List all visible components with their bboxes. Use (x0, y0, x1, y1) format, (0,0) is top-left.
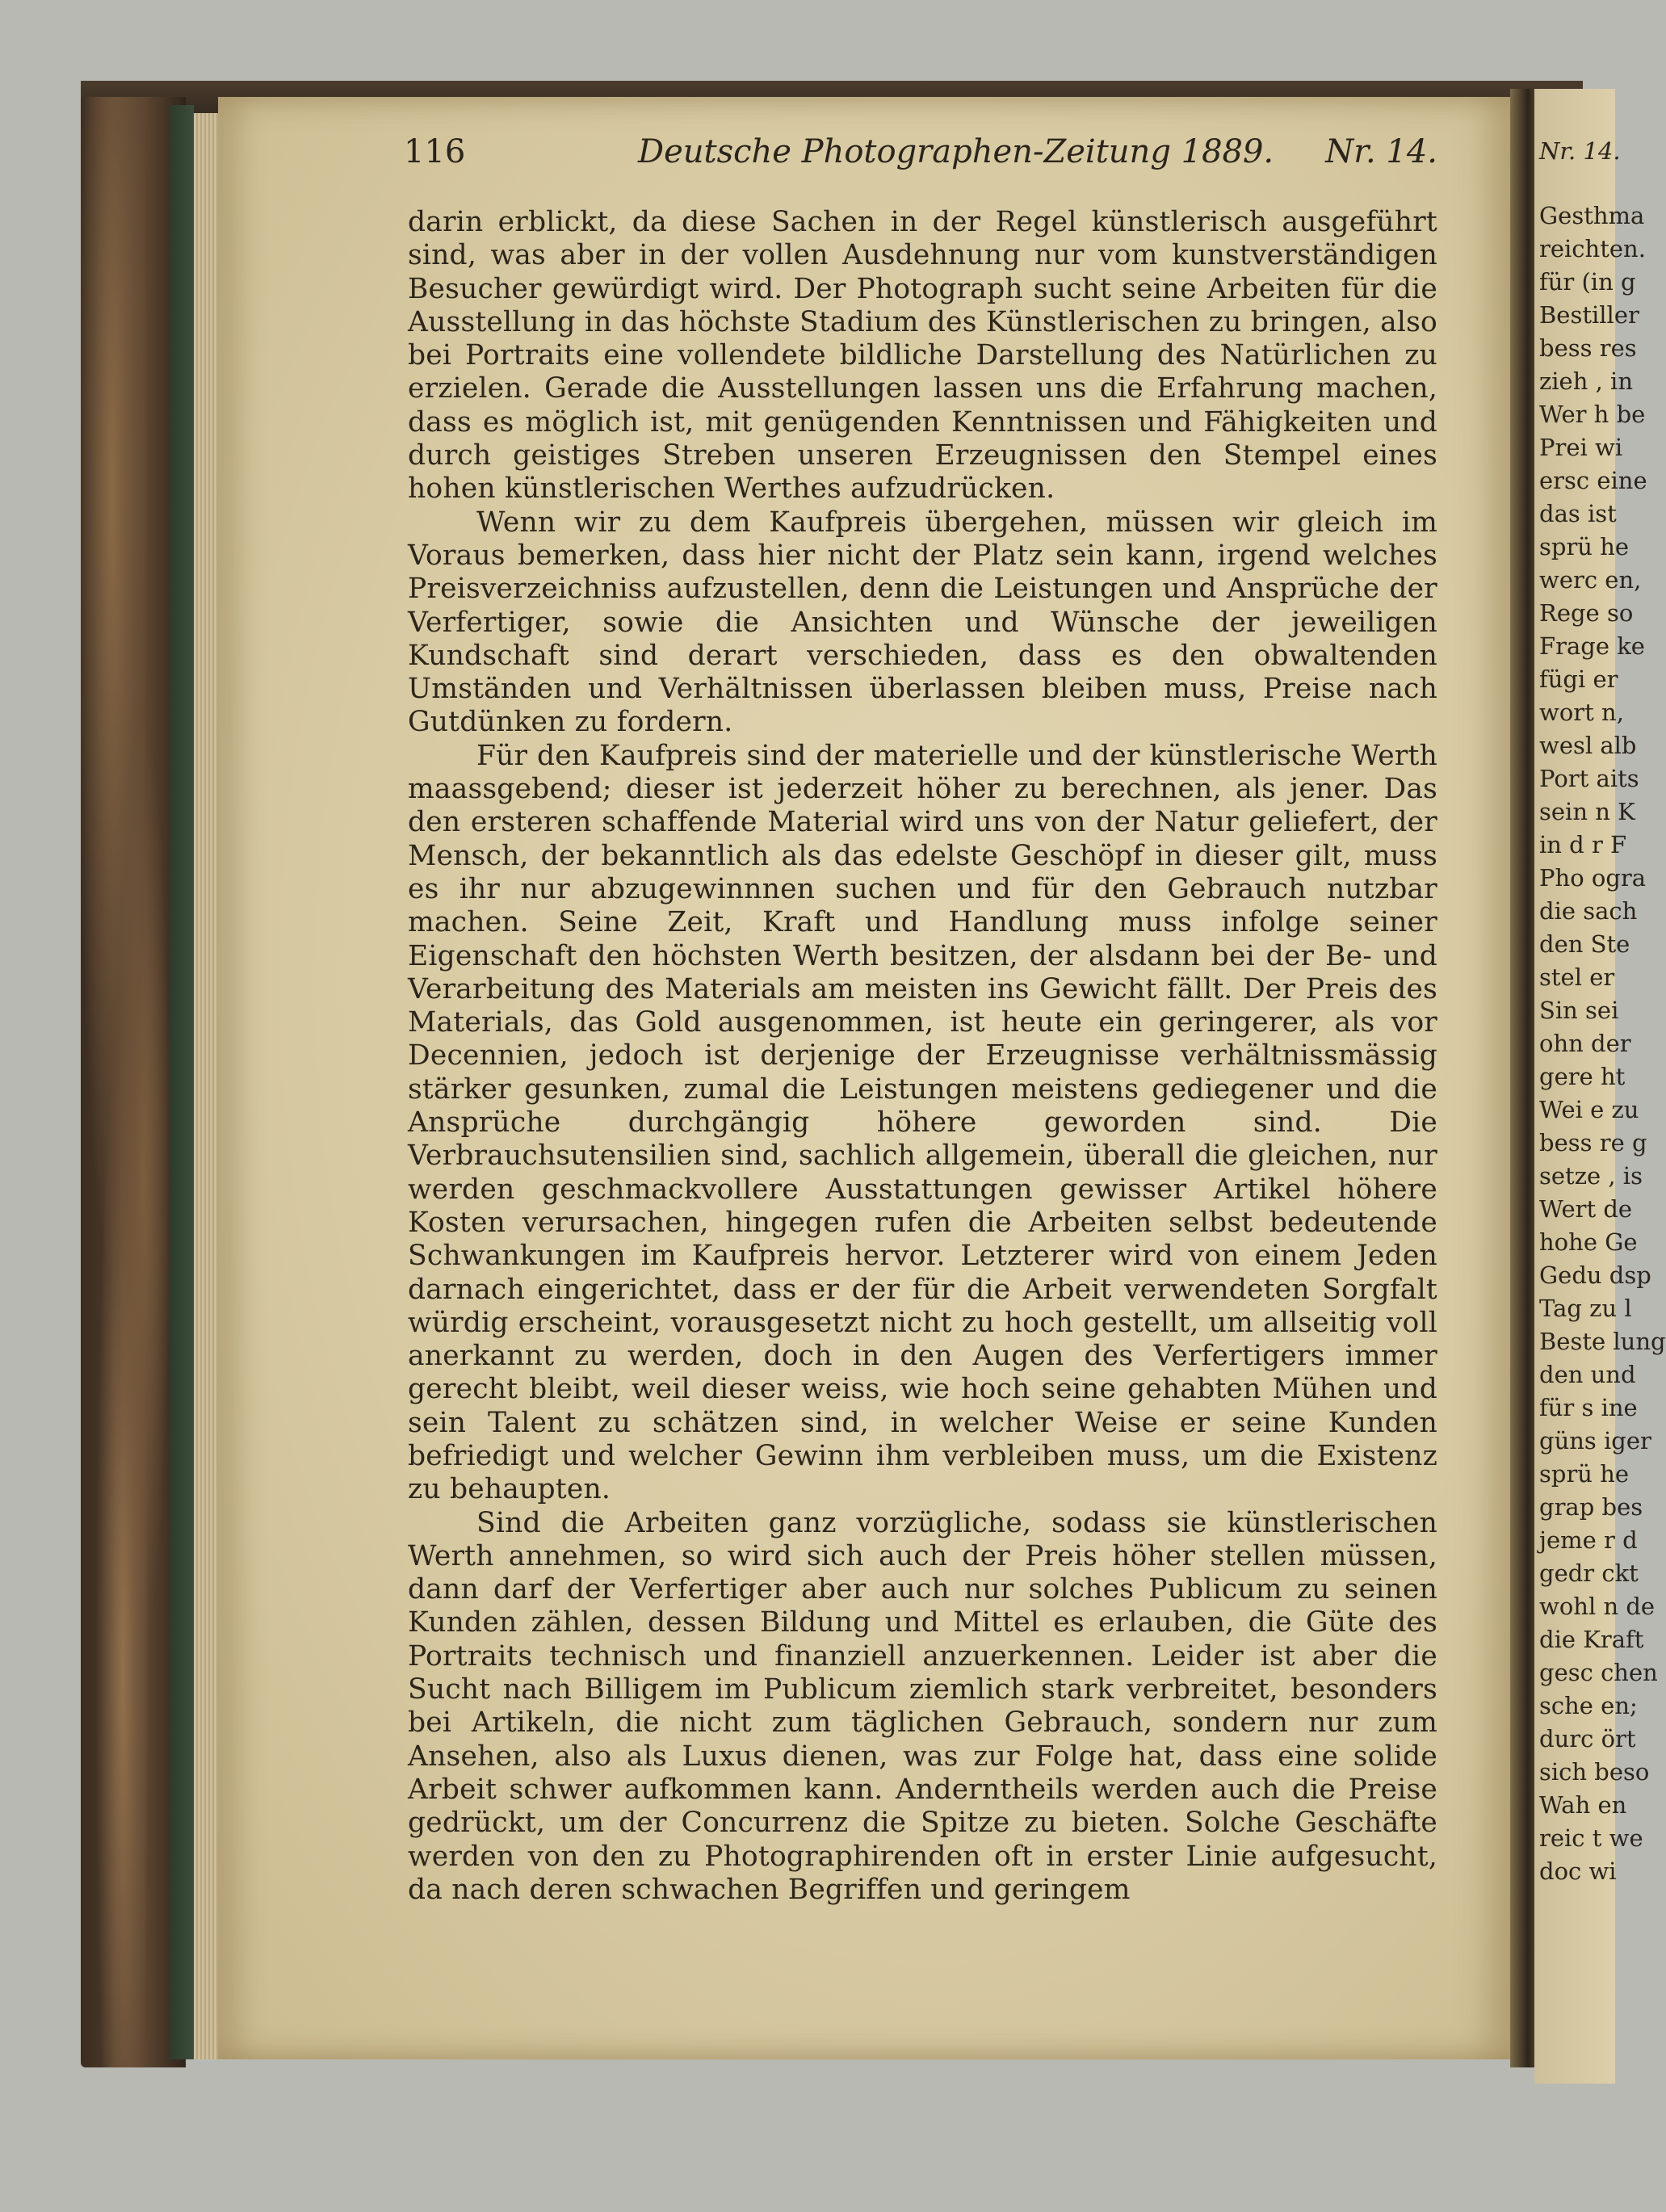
facing-page-fragment: bess res (1539, 334, 1637, 362)
facing-page-fragment: Beste lung (1539, 1328, 1666, 1355)
facing-page-fragment: Nr. 14. (1539, 137, 1621, 165)
facing-page-fragment: wort n, (1539, 699, 1624, 726)
facing-page-fragment: ersc eine (1539, 467, 1647, 494)
facing-page-fragment: sein n K (1539, 798, 1635, 825)
facing-page-fragment: den Ste (1539, 930, 1630, 958)
facing-page-fragment: grap bes (1539, 1493, 1643, 1521)
facing-page-fragment: die Kraft (1539, 1626, 1644, 1653)
facing-page-fragment: Gesthma (1539, 202, 1645, 229)
facing-page-fragment: jeme r d (1539, 1526, 1638, 1554)
facing-page-fragment: durc ört (1539, 1725, 1636, 1752)
facing-page-fragment: reic t we (1539, 1824, 1643, 1852)
facing-page-fragment: gesc chen (1539, 1659, 1658, 1686)
facing-page-fragment: bess re g (1539, 1129, 1647, 1156)
facing-page-fragment: Wah en (1539, 1791, 1627, 1819)
paragraph: Wenn wir zu dem Kaufpreis übergehen, müssen wir gleich im Voraus bemerken, dass hier nicht der Platz sein kann, irgend welches Preisverzeichniss aufzustellen, denn die Leistungen und Ansprüche der Verfertiger, sowie die Ansichten und Wünsche der jeweiligen Kundschaft sind derart verschieden, dass es den obwaltenden Umständen und Verhältnissen überlassen bleiben muss, Preise nach Gutdünken zu fordern. (408, 506, 1437, 739)
cover-spine-edge (170, 105, 194, 2059)
facing-page-fragment: Pho ogra (1539, 864, 1647, 892)
facing-page-fragment: sprü he (1539, 1460, 1630, 1488)
facing-page-fragment: Prei wi (1539, 434, 1623, 461)
facing-page-fragment: reichten. (1539, 235, 1646, 262)
facing-page-fragment: stel er (1539, 963, 1615, 991)
facing-page-fragment: für (in g (1539, 268, 1636, 296)
facing-page-fragment: wohl n de (1539, 1593, 1656, 1620)
facing-page-fragment: in d r F (1539, 831, 1627, 858)
paragraph: darin erblickt, da diese Sachen in der Regel künstlerisch ausgeführt sind, was aber in der vollen Ausdehnung nur vom kunstverständigen Besucher gewürdigt wird. Der Photograph sucht seine Arbeiten für die Ausstellung in das höchste Stadium des Künstlerischen zu bringen, also bei Portraits eine vollendete bildliche Darstellung des Natürlichen zu erzielen. Gerade die Ausstellungen lassen uns die Erfahrung machen, dass es möglich ist, mit genügenden Kenntnissen und Fähigkeiten und durch geistiges Streben unseren Erzeugnissen den Stempel eines hohen künstlerischen Werthes aufzudrücken. (408, 206, 1437, 506)
facing-page-fragment: doc wi (1539, 1857, 1617, 1885)
facing-page-fragment: sche en; (1539, 1692, 1638, 1719)
facing-page-fragment: Rege so (1539, 599, 1634, 627)
facing-page-fragment: die sach (1539, 897, 1638, 925)
facing-page-fragment: Wei e zu (1539, 1096, 1639, 1123)
facing-page-fragment: sich beso (1539, 1758, 1650, 1786)
article-body (408, 206, 1437, 1907)
facing-page-fragment: wesl alb (1539, 732, 1637, 759)
facing-page-fragment: für s ine (1539, 1394, 1638, 1421)
page-header (404, 133, 1437, 182)
facing-page-fragment: Wer h be (1539, 401, 1646, 428)
facing-page-fragment: ohn der (1539, 1030, 1631, 1057)
facing-page-fragment: hohe Ge (1539, 1228, 1638, 1256)
facing-page-fragment: Bestiller (1539, 301, 1639, 329)
facing-page-fragment: gere ht (1539, 1063, 1626, 1090)
facing-page-strip (1534, 89, 1666, 2084)
facing-page-fragment: gedr ckt (1539, 1559, 1639, 1587)
facing-page-fragment: fügi er (1539, 665, 1618, 693)
issue-number: Nr. 14. (1325, 133, 1437, 170)
paragraph: Sind die Arbeiten ganz vorzügliche, sodass sie künstlerischen Werth annehmen, so wird sich auch der Preis höher stellen müssen, dann darf der Verfertiger aber auch nur solches Publicum zu seinen Kunden zählen, dessen Bildung und Mittel es erlauben, die Güte des Portraits technisch und finanziell anzuerkennen. Leider ist aber die Sucht nach Billigem im Publicum ziemlich stark verbreitet, besonders bei Artikeln, die nicht zum täglichen Gebrauch, sondern nur zum Ansehen, also als Luxus dienen, was zur Folge hat, dass eine solide Arbeit schwer aufkommen kann. Anderntheils werden auch die Preise gedrückt, um der Concurrenz die Spitze zu bieten. Solche Geschäfte werden von den zu Photographirenden oft in erster Linie aufgesucht, da nach deren schwachen Begriffen und geringem (408, 1506, 1437, 1906)
facing-page-fragment: das ist (1539, 500, 1617, 527)
facing-page-fragment: güns iger (1539, 1427, 1651, 1454)
facing-page-fragment: Gedu dsp (1539, 1261, 1651, 1289)
facing-page-fragment: Sin sei (1539, 997, 1619, 1024)
facing-page-fragment: Tag zu l (1539, 1295, 1632, 1322)
facing-page-fragment: zieh , in (1539, 367, 1633, 395)
facing-page-fragment: sprü he (1539, 533, 1630, 560)
facing-page-fragment: Port aits (1539, 765, 1639, 792)
facing-page-fragment: den und (1539, 1361, 1636, 1388)
facing-page-fragment: setze , is (1539, 1162, 1643, 1190)
running-title: Deutsche Photographen-Zeitung 1889. (638, 133, 1274, 170)
page-number: 116 (404, 133, 466, 170)
paragraph: Für den Kaufpreis sind der materielle und der künstlerische Werth maassgebend; dieser ist jederzeit höher zu berechnen, als jener. Das den ersteren schaffende Material wird uns von der Natur geliefert, der Mensch, der bekanntlich als das edelste Geschöpf in dieser gilt, muss es ihr nur abzugewinnnen suchen und für den Gebrauch nutzbar machen. Seine Zeit, Kraft und Handlung muss infolge seiner Eigenschaft den höchsten Werth besitzen, der alsdann bei der Be- und Verarbeitung des Materials am meisten ins Gewicht fällt. Der Preis des Materials, das Gold ausgenommen, ist heute ein geringerer, als vor Decennien, jedoch ist derjenige der Erzeugnisse verhältnissmässig stärker gesunken, zumal die Leistungen meistens gediegener und die Ansprüche durchgängig höhere geworden sind. Die Verbrauchsutensilien sind, sachlich allgemein, überall die gleichen, nur werden geschmackvollere Ausstattungen gewisser Artikel höhere Kosten verursachen, hingegen rufen die Arbeiten selbst bedeutende Schwankungen im Kaufpreis hervor. Letzterer wird von einem Jeden darnach eingerichtet, dass er der für die Arbeit verwendeten Sorgfalt würdig erscheint, vorausgesetzt nicht zu hoch gestellt, um allseitig voll anerkannt zu werden, doch in den Augen des Verfertigers immer gerecht bleibt, weil dieser weiss, wie hoch seine gehabten Mühen und sein Talent zu schätzen sind, in welcher Weise er seine Kunden befriedigt und welcher Gewinn ihm verbleiben muss, um die Existenz zu behaupten. (408, 739, 1437, 1506)
facing-page-fragment: Frage ke (1539, 632, 1645, 660)
facing-page-fragment: Wert de (1539, 1195, 1633, 1223)
facing-page-fragment: werc en, (1539, 566, 1642, 594)
